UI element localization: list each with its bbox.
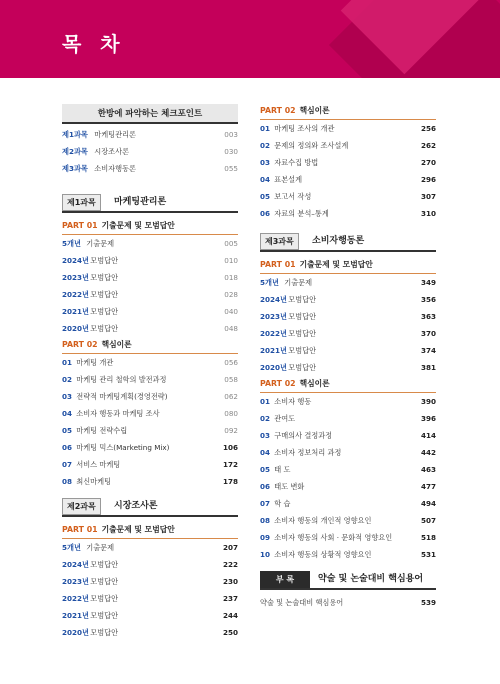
part-heading xyxy=(260,104,436,120)
toc-entry[interactable] xyxy=(260,446,436,460)
entry-page: 010 xyxy=(224,256,238,265)
subject-heading xyxy=(62,193,238,213)
toc-entry[interactable] xyxy=(62,390,238,404)
entry-number: 08 xyxy=(260,516,271,525)
entry-number: 2022년 xyxy=(62,594,89,603)
entry-number: 02 xyxy=(260,141,271,150)
entry-label: 소비자 행동의 상황적 영향요인 xyxy=(274,550,372,559)
part-number: PART 02 xyxy=(62,340,98,349)
appendix-name: 약술 및 논술대비 핵심용어 xyxy=(318,574,424,584)
entry-number: 제3과목 xyxy=(62,164,88,173)
entry-number: 05 xyxy=(260,192,271,201)
part-title: 핵심이론 xyxy=(299,379,330,388)
toc-entry[interactable] xyxy=(62,541,238,555)
entry-number: 5개년 xyxy=(62,239,81,248)
subject-tag: 제1과목 xyxy=(62,194,101,211)
entry-number: 5개년 xyxy=(62,543,81,552)
entry-number: 06 xyxy=(260,209,271,218)
entry-page: 003 xyxy=(224,130,238,139)
entry-label: 마케팅 믹스(Marketing Mix) xyxy=(76,443,170,452)
entry-page: 307 xyxy=(420,192,436,201)
part-number: PART 01 xyxy=(62,221,98,230)
toc-entry[interactable] xyxy=(62,407,238,421)
entry-label: 소비자 행동과 마케팅 조사 xyxy=(76,409,160,418)
entry-page: 539 xyxy=(420,598,436,607)
part-heading xyxy=(260,377,436,393)
part-title: 핵심이론 xyxy=(101,340,132,349)
part-number: PART 02 xyxy=(260,379,296,388)
entry-number: 2022년 xyxy=(62,290,89,299)
entry-number: 2021년 xyxy=(62,611,89,620)
entry-label: 모범답안 xyxy=(90,256,119,265)
entry-page: 477 xyxy=(420,482,436,491)
part-heading xyxy=(62,219,238,235)
entry-page: 270 xyxy=(420,158,436,167)
page-header xyxy=(0,0,500,78)
entry-label: 최신마케팅 xyxy=(76,477,112,486)
entry-number: 2023년 xyxy=(62,273,89,282)
entry-number: 제2과목 xyxy=(62,147,88,156)
entry-number: 02 xyxy=(62,375,73,384)
entry-number: 2022년 xyxy=(260,329,287,338)
entry-label: 관여도 xyxy=(274,414,296,423)
entry-number: 03 xyxy=(62,392,73,401)
toc-entry[interactable] xyxy=(260,548,436,562)
toc-entry[interactable] xyxy=(260,122,436,136)
toc-entry[interactable] xyxy=(62,237,238,251)
part-heading xyxy=(62,523,238,539)
toc-entry[interactable] xyxy=(62,305,238,319)
entry-label: 모범답안 xyxy=(288,295,317,304)
toc-entry[interactable] xyxy=(260,395,436,409)
entry-page: 396 xyxy=(420,414,436,423)
part-heading xyxy=(62,338,238,354)
entry-number: 2021년 xyxy=(260,346,287,355)
entry-label: 자료수집 방법 xyxy=(274,158,319,167)
toc-entry[interactable] xyxy=(62,575,238,589)
entry-label: 소비자 행동의 개인적 영향요인 xyxy=(274,516,372,525)
toc-entry[interactable] xyxy=(62,626,238,640)
entry-number: 06 xyxy=(62,443,73,452)
entry-page: 222 xyxy=(222,560,238,569)
subject-tag: 제3과목 xyxy=(260,233,299,250)
entry-label: 소비자 정보처리 과정 xyxy=(274,448,342,457)
part-title: 기출문제 및 모범답안 xyxy=(299,260,373,269)
entry-label: 마케팅 관리 철학의 발전과정 xyxy=(76,375,167,384)
entry-page: 374 xyxy=(420,346,436,355)
entry-page: 092 xyxy=(224,426,238,435)
entry-number: 제1과목 xyxy=(62,130,88,139)
entry-label: 모범답안 xyxy=(288,329,317,338)
entry-number: 2023년 xyxy=(62,577,89,586)
entry-number: 5개년 xyxy=(260,278,279,287)
toc-entry[interactable] xyxy=(62,145,238,159)
entry-number: 2020년 xyxy=(260,363,287,372)
entry-number: 03 xyxy=(260,431,271,440)
toc-entry[interactable] xyxy=(260,139,436,153)
entry-page: 040 xyxy=(224,307,238,316)
toc-entry[interactable] xyxy=(62,373,238,387)
entry-label: 소비자 행동 xyxy=(274,397,312,406)
entry-label: 모범답안 xyxy=(90,290,119,299)
subject-heading xyxy=(260,232,436,252)
entry-number: 02 xyxy=(260,414,271,423)
entry-label: 소비자행동론 xyxy=(94,164,136,173)
toc-entry[interactable] xyxy=(62,592,238,606)
entry-number: 04 xyxy=(260,175,271,184)
entry-number: 05 xyxy=(62,426,73,435)
entry-page: 237 xyxy=(222,594,238,603)
entry-label: 모범답안 xyxy=(288,312,317,321)
entry-page: 106 xyxy=(222,443,238,452)
toc-entry[interactable] xyxy=(62,441,238,455)
entry-number: 2020년 xyxy=(62,628,89,637)
toc-entry[interactable] xyxy=(260,463,436,477)
entry-number: 07 xyxy=(62,460,73,469)
entry-label: 기출문제 xyxy=(86,543,115,552)
toc-entry[interactable] xyxy=(260,276,436,290)
entry-label: 전략적 마케팅계획(경영전략) xyxy=(76,392,168,401)
appendix-tag: 부 록 xyxy=(260,571,310,588)
entry-page: 518 xyxy=(420,533,436,542)
toc-entry[interactable] xyxy=(260,596,436,610)
entry-page: 507 xyxy=(420,516,436,525)
entry-page: 028 xyxy=(224,290,238,299)
entry-number: 05 xyxy=(260,465,271,474)
entry-page: 256 xyxy=(420,124,436,133)
part-number: PART 01 xyxy=(62,525,98,534)
entry-label: 모범답안 xyxy=(90,307,119,316)
entry-label: 모범답안 xyxy=(90,577,119,586)
toc-entry[interactable] xyxy=(62,322,238,336)
toc-entry[interactable] xyxy=(260,190,436,204)
entry-page: 030 xyxy=(224,147,238,156)
toc-entry[interactable] xyxy=(62,458,238,472)
entry-page: 414 xyxy=(420,431,436,440)
entry-page: 370 xyxy=(420,329,436,338)
entry-number: 01 xyxy=(260,397,271,406)
entry-label: 모범답안 xyxy=(288,346,317,355)
entry-number: 2020년 xyxy=(62,324,89,333)
checkpoint-heading: 한방에 파악하는 체크포인트 xyxy=(62,104,238,124)
entry-label: 구매의사 결정과정 xyxy=(274,431,333,440)
entry-label: 시장조사론 xyxy=(94,147,130,156)
toc-entry[interactable] xyxy=(260,429,436,443)
entry-label: 표본설계 xyxy=(274,175,303,184)
toc-entry[interactable] xyxy=(260,207,436,221)
entry-page: 172 xyxy=(222,460,238,469)
toc-entry[interactable] xyxy=(62,254,238,268)
entry-label: 마케팅 개관 xyxy=(76,358,114,367)
toc-entry[interactable] xyxy=(260,327,436,341)
toc-entry[interactable] xyxy=(260,480,436,494)
entry-number: 04 xyxy=(260,448,271,457)
toc-entry[interactable] xyxy=(62,558,238,572)
entry-number: 2024년 xyxy=(62,560,89,569)
part-title: 기출문제 및 모범답안 xyxy=(101,525,175,534)
toc-entry[interactable] xyxy=(260,310,436,324)
entry-page: 363 xyxy=(420,312,436,321)
entry-page: 349 xyxy=(420,278,436,287)
entry-page: 058 xyxy=(224,375,238,384)
subject-name: 마케팅관리론 xyxy=(114,197,167,207)
entry-page: 018 xyxy=(224,273,238,282)
entry-label: 마케팅관리론 xyxy=(94,130,136,139)
entry-page: 356 xyxy=(420,295,436,304)
entry-number: 2021년 xyxy=(62,307,89,316)
entry-number: 08 xyxy=(62,477,73,486)
entry-page: 244 xyxy=(222,611,238,620)
entry-page: 056 xyxy=(224,358,238,367)
entry-page: 381 xyxy=(420,363,436,372)
entry-page: 207 xyxy=(222,543,238,552)
entry-number: 10 xyxy=(260,550,271,559)
entry-label: 모범답안 xyxy=(90,611,119,620)
part-title: 핵심이론 xyxy=(299,106,330,115)
entry-label: 소비자 행동의 사회 · 문화적 영향요인 xyxy=(274,533,393,542)
toc-entry[interactable] xyxy=(62,609,238,623)
part-number: PART 02 xyxy=(260,106,296,115)
entry-label: 모범답안 xyxy=(90,628,119,637)
entry-page: 296 xyxy=(420,175,436,184)
entry-label: 기출문제 xyxy=(284,278,313,287)
entry-label: 모범답안 xyxy=(90,324,119,333)
toc-entry[interactable] xyxy=(62,424,238,438)
toc-entry[interactable] xyxy=(260,173,436,187)
entry-label: 서비스 마케팅 xyxy=(76,460,121,469)
subject-heading xyxy=(62,497,238,517)
toc-entry[interactable] xyxy=(62,271,238,285)
entry-label: 태 도 xyxy=(274,465,291,474)
entry-page: 310 xyxy=(420,209,436,218)
entry-label: 모범답안 xyxy=(90,594,119,603)
toc-entry[interactable] xyxy=(62,475,238,489)
entry-page: 005 xyxy=(224,239,238,248)
entry-label: 기출문제 xyxy=(86,239,115,248)
entry-label: 학 습 xyxy=(274,499,291,508)
toc-entry[interactable] xyxy=(260,531,436,545)
entry-page: 262 xyxy=(420,141,436,150)
entry-label: 마케팅 조사의 개관 xyxy=(274,124,335,133)
entry-page: 390 xyxy=(420,397,436,406)
entry-page: 178 xyxy=(222,477,238,486)
toc-entry[interactable] xyxy=(260,497,436,511)
entry-label: 모범답안 xyxy=(288,363,317,372)
entry-number: 01 xyxy=(260,124,271,133)
entry-label: 자료의 분석–통계 xyxy=(274,209,329,218)
toc-entry[interactable] xyxy=(260,156,436,170)
part-heading xyxy=(260,258,436,274)
entry-page: 442 xyxy=(420,448,436,457)
page-title: 목 차 xyxy=(62,32,126,56)
toc-entry[interactable] xyxy=(260,293,436,307)
entry-label: 태도 변화 xyxy=(274,482,305,491)
entry-label: 보고서 작성 xyxy=(274,192,312,201)
entry-label: 약술 및 논술대비 핵심용어 xyxy=(260,598,344,607)
entry-page: 080 xyxy=(224,409,238,418)
entry-number: 03 xyxy=(260,158,271,167)
entry-number: 2024년 xyxy=(260,295,287,304)
part-number: PART 01 xyxy=(260,260,296,269)
entry-label: 모범답안 xyxy=(90,560,119,569)
entry-page: 048 xyxy=(224,324,238,333)
entry-label: 마케팅 전략수립 xyxy=(76,426,128,435)
toc-entry[interactable] xyxy=(62,128,238,142)
entry-label: 모범답안 xyxy=(90,273,119,282)
toc-entry[interactable] xyxy=(260,361,436,375)
toc-entry[interactable] xyxy=(260,344,436,358)
toc-entry[interactable] xyxy=(260,514,436,528)
entry-number: 06 xyxy=(260,482,271,491)
entry-page: 230 xyxy=(222,577,238,586)
toc-entry[interactable] xyxy=(62,162,238,176)
subject-name: 소비자행동론 xyxy=(312,236,365,246)
entry-number: 09 xyxy=(260,533,271,542)
entry-number: 04 xyxy=(62,409,73,418)
entry-number: 2024년 xyxy=(62,256,89,265)
subject-tag: 제2과목 xyxy=(62,498,101,515)
entry-number: 07 xyxy=(260,499,271,508)
toc-entry[interactable] xyxy=(62,288,238,302)
entry-page: 250 xyxy=(222,628,238,637)
entry-page: 494 xyxy=(420,499,436,508)
entry-page: 055 xyxy=(224,164,238,173)
toc-entry[interactable] xyxy=(260,412,436,426)
appendix-heading xyxy=(260,570,436,590)
entry-page: 062 xyxy=(224,392,238,401)
entry-number: 2023년 xyxy=(260,312,287,321)
subject-name: 시장조사론 xyxy=(114,501,158,511)
entry-page: 531 xyxy=(420,550,436,559)
part-title: 기출문제 및 모범답안 xyxy=(101,221,175,230)
toc-entry[interactable] xyxy=(62,356,238,370)
entry-label: 문제의 정의와 조사설계 xyxy=(274,141,349,150)
entry-number: 01 xyxy=(62,358,73,367)
entry-page: 463 xyxy=(420,465,436,474)
